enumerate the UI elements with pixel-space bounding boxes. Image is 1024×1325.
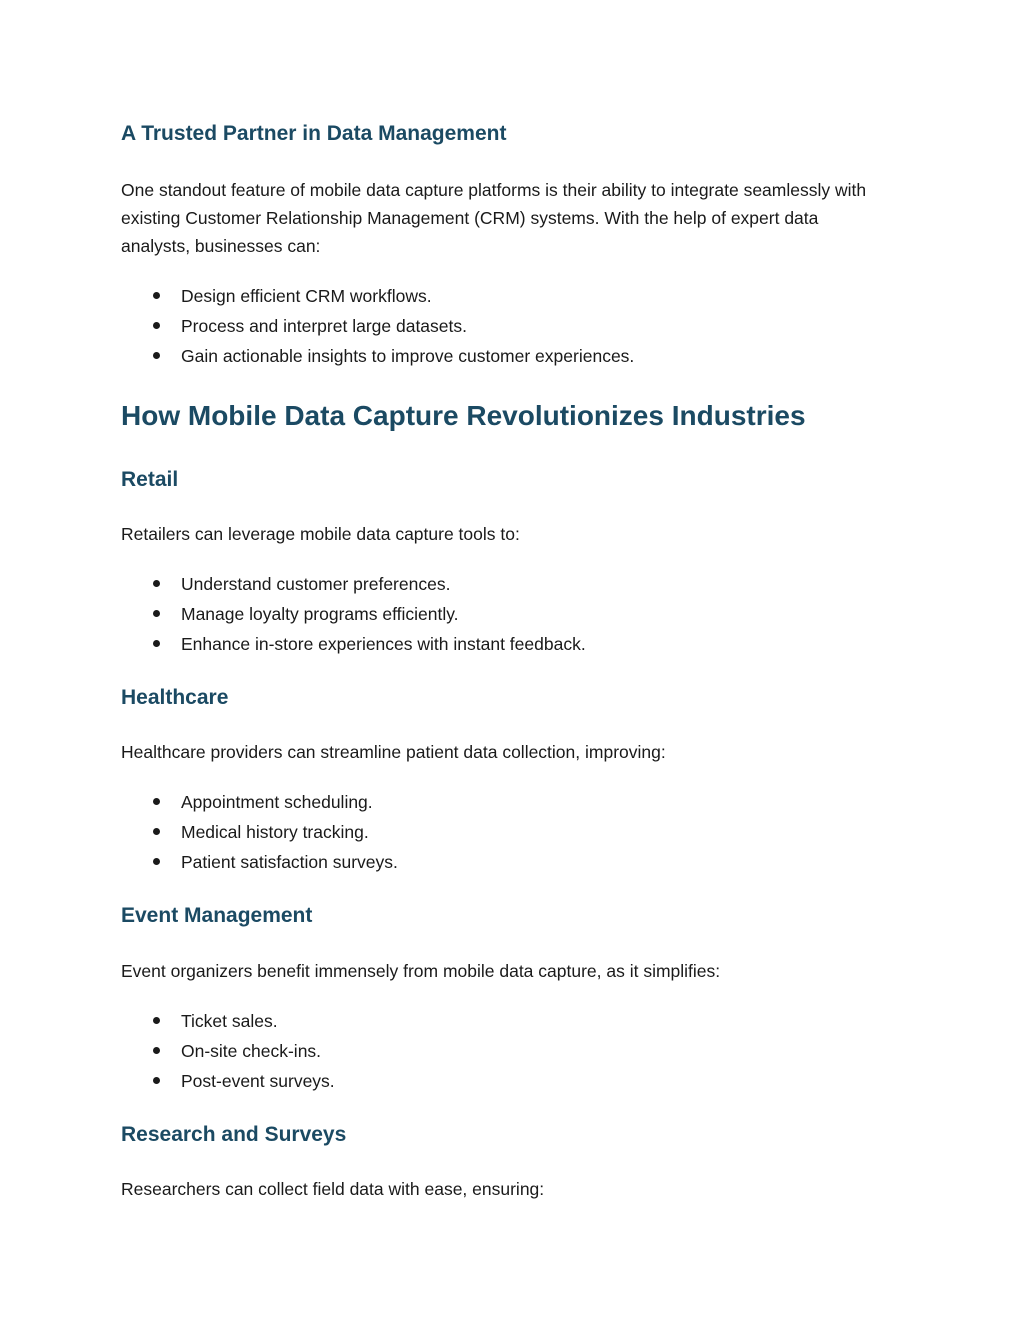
bullet-icon	[153, 610, 160, 617]
section-title-retail: Retail	[121, 468, 179, 491]
list-item: Appointment scheduling.	[121, 787, 398, 817]
bullet-icon	[153, 1077, 160, 1084]
bullet-icon	[153, 858, 160, 865]
list-item: Ticket sales.	[121, 1006, 335, 1036]
list-item: Patient satisfaction surveys.	[121, 847, 398, 877]
list-item: Enhance in-store experiences with instant feedback.	[121, 629, 586, 659]
bullet-icon	[153, 1017, 160, 1024]
paragraph-trusted-partner: One standout feature of mobile data capture platforms is their ability to integrate seamlessly with existing Customer Relationship Management (CRM) systems. With the help of expert data analysts, businesses can:	[121, 180, 867, 256]
bullet-icon	[153, 828, 160, 835]
bullet-list-healthcare	[121, 787, 398, 877]
list-item: Manage loyalty programs efficiently.	[121, 599, 586, 629]
bullet-icon	[153, 352, 160, 359]
paragraph-healthcare: Healthcare providers can streamline patient data collection, improving:	[121, 742, 666, 762]
bullet-list-event-management	[121, 1006, 335, 1096]
section-title-trusted-partner: A Trusted Partner in Data Management	[121, 122, 507, 145]
bullet-icon	[153, 292, 160, 299]
list-item: Understand customer preferences.	[121, 569, 586, 599]
section-title-healthcare: Healthcare	[121, 686, 229, 709]
bullet-icon	[153, 322, 160, 329]
paragraph-research-surveys: Researchers can collect field data with ease, ensuring:	[121, 1179, 545, 1199]
paragraph-event-management: Event organizers benefit immensely from mobile data capture, as it simplifies:	[121, 961, 721, 981]
bullet-list-trusted-partner	[121, 281, 634, 371]
bullet-icon	[153, 640, 160, 647]
list-item: Gain actionable insights to improve customer experiences.	[121, 341, 634, 371]
list-item: Process and interpret large datasets.	[121, 311, 634, 341]
list-item: Post-event surveys.	[121, 1066, 335, 1096]
bullet-icon	[153, 1047, 160, 1054]
section-title-event-management: Event Management	[121, 904, 313, 927]
bullet-icon	[153, 580, 160, 587]
paragraph-retail: Retailers can leverage mobile data capture tools to:	[121, 524, 520, 544]
main-heading: How Mobile Data Capture Revolutionizes Industries	[121, 400, 806, 431]
list-item: Medical history tracking.	[121, 817, 398, 847]
list-item: Design efficient CRM workflows.	[121, 281, 634, 311]
list-item: On-site check-ins.	[121, 1036, 335, 1066]
bullet-icon	[153, 798, 160, 805]
section-title-research-surveys: Research and Surveys	[121, 1123, 347, 1146]
bullet-list-retail	[121, 569, 586, 659]
